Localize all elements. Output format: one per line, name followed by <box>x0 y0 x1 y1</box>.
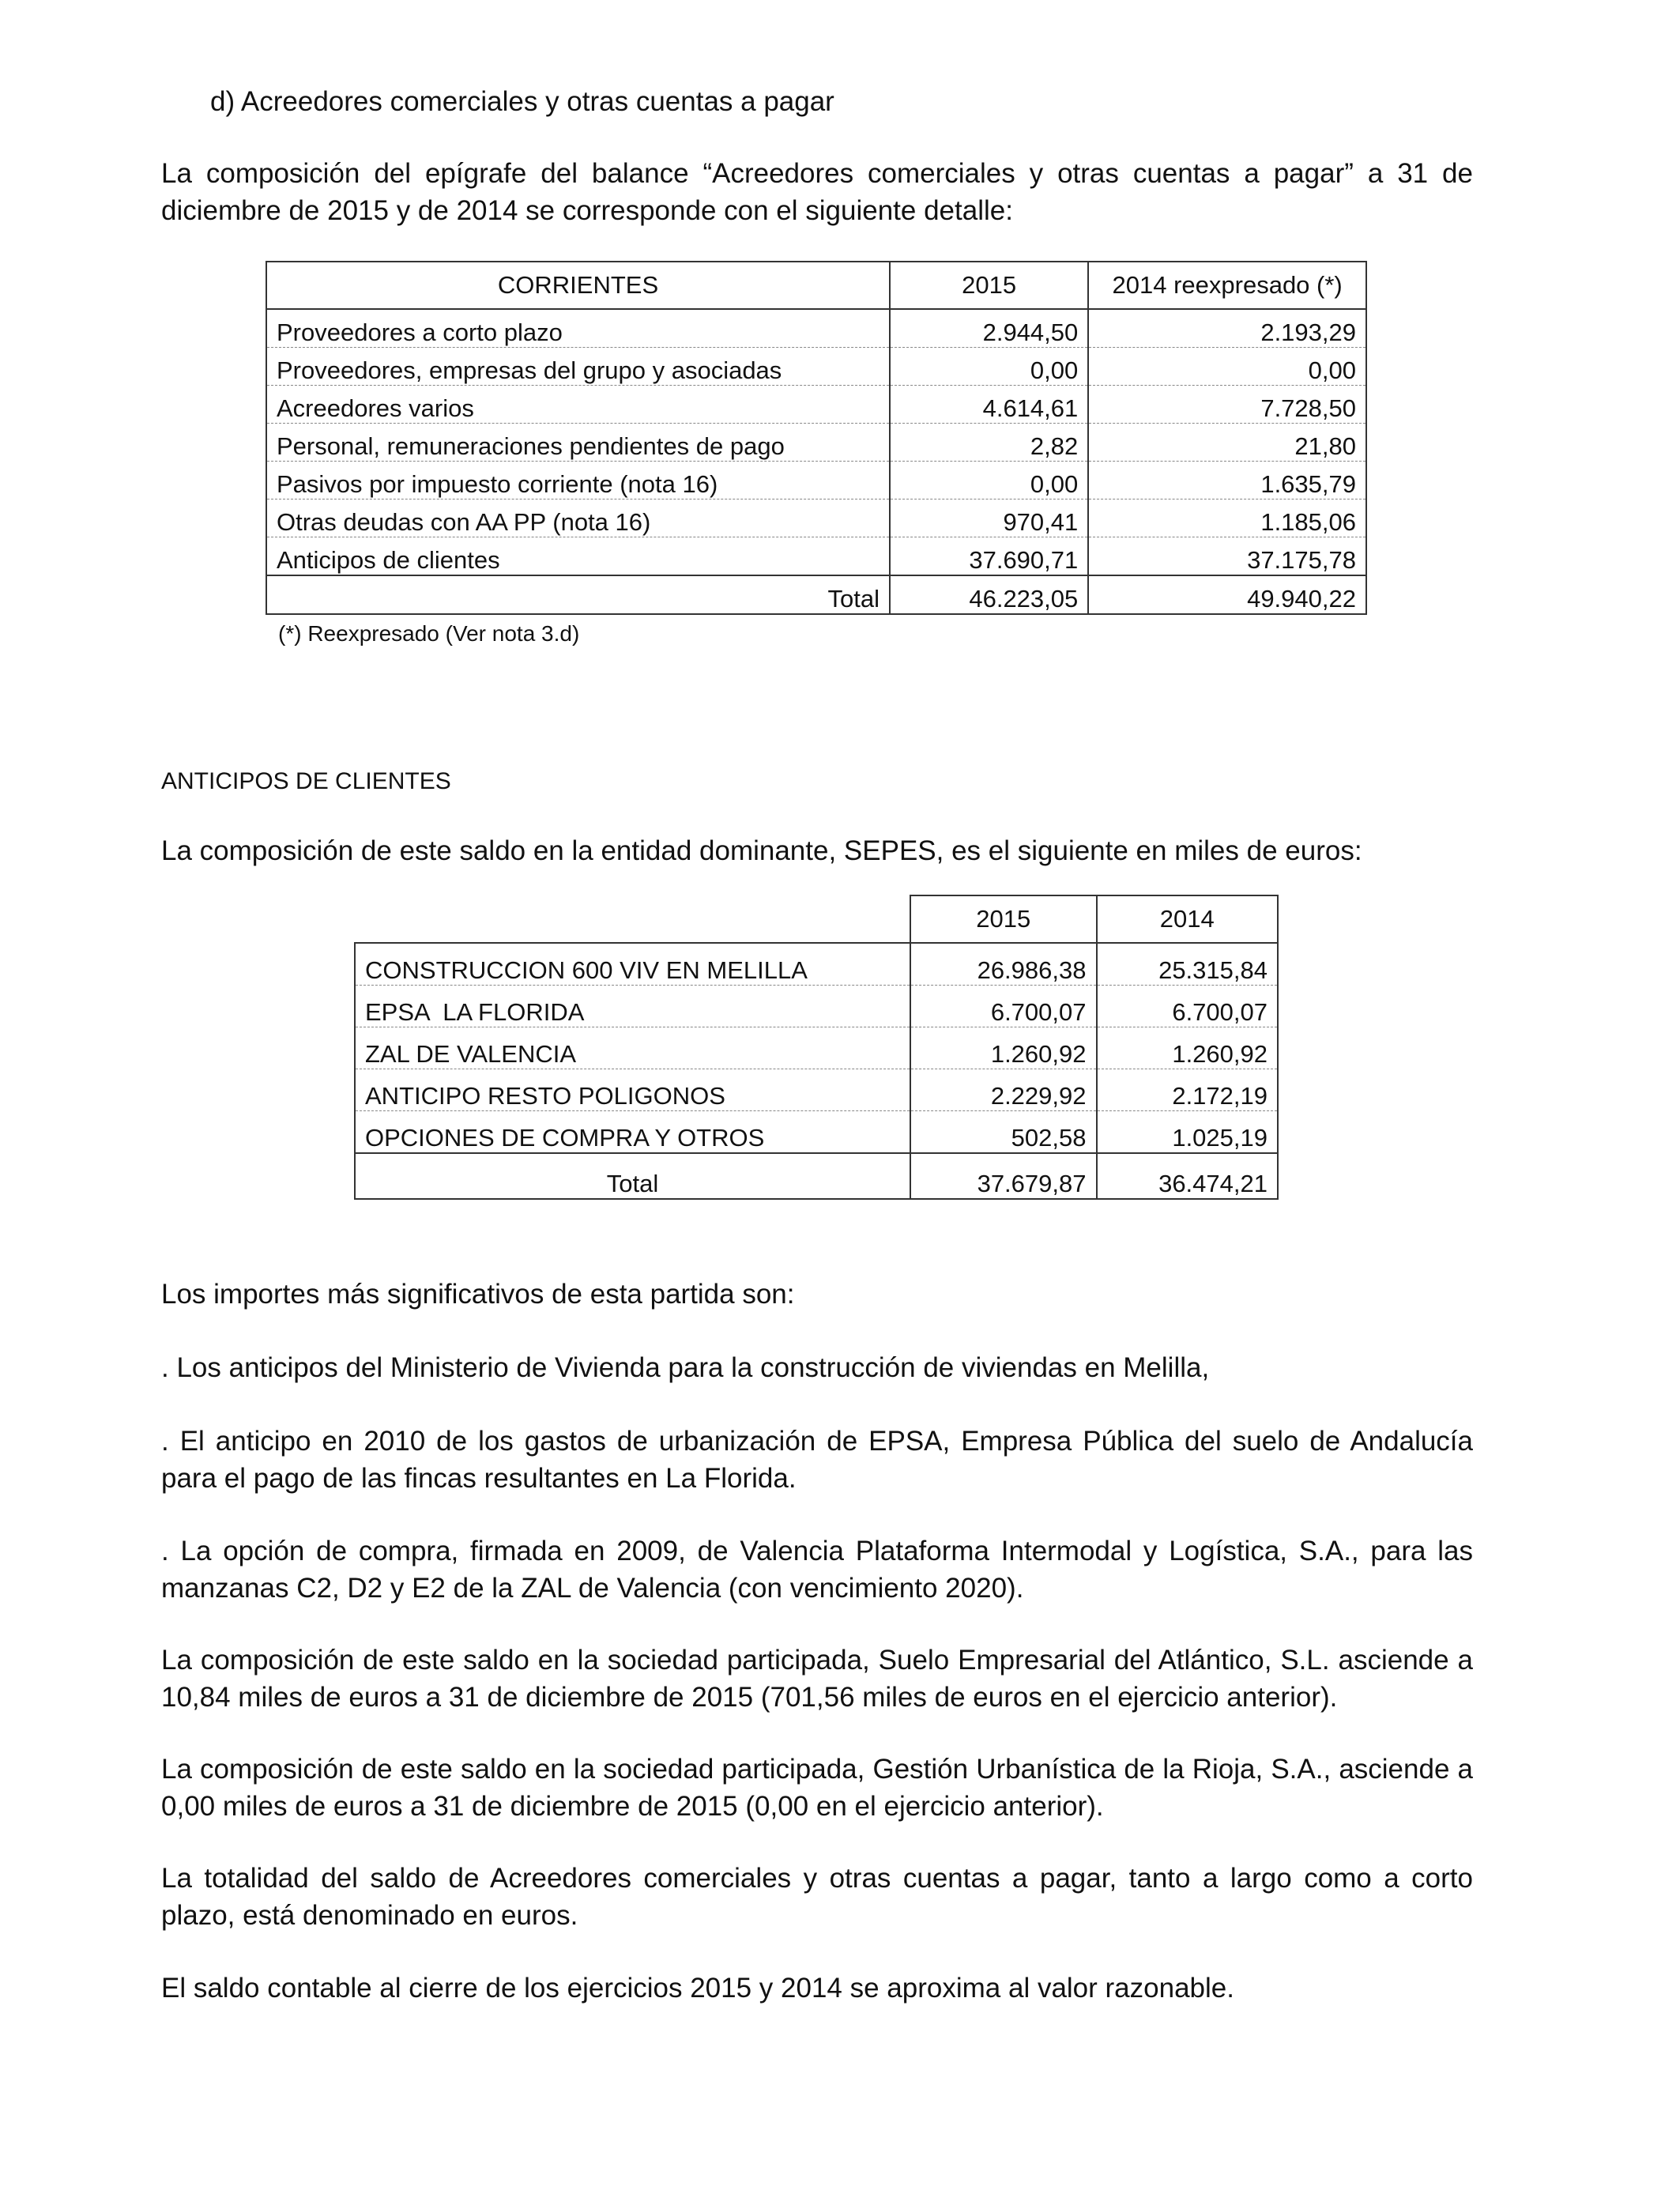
row-label: Otras deudas con AA PP (nota 16) <box>266 499 890 537</box>
anticipos-heading: ANTICIPOS DE CLIENTES <box>161 768 451 794</box>
table-row <box>266 537 1366 576</box>
value-2014: 1.025,19 <box>1097 1111 1279 1154</box>
row-label: Pasivos por impuesto corriente (nota 16) <box>266 462 890 499</box>
row-label: Acreedores varios <box>266 386 890 424</box>
value-2014: 2.193,29 <box>1088 309 1366 348</box>
paragraph-rioja: La composición de este saldo en la sociedad participada, Gestión Urbanística de la Rioja, S.A., asciende a 0,00 miles de euros a 31 de diciembre de 2015 (0,00 en el ejercicio anterior). <box>161 1754 1473 1822</box>
total-label: Total <box>266 575 890 614</box>
value-2015: 2,82 <box>890 424 1088 462</box>
value-2014: 1.260,92 <box>1097 1027 1279 1069</box>
row-label: OPCIONES DE COMPRA Y OTROS <box>355 1111 910 1154</box>
value-2015: 502,58 <box>910 1111 1096 1154</box>
total-2014: 49.940,22 <box>1088 575 1366 614</box>
row-label: Proveedores, empresas del grupo y asociadas <box>266 348 890 386</box>
value-2015: 1.260,92 <box>910 1027 1096 1069</box>
row-label: EPSA LA FLORIDA <box>355 986 910 1027</box>
row-label: ZAL DE VALENCIA <box>355 1027 910 1069</box>
row-label: Proveedores a corto plazo <box>266 309 890 348</box>
value-2015: 37.690,71 <box>890 537 1088 576</box>
table-row <box>355 986 1278 1027</box>
value-2014: 2.172,19 <box>1097 1069 1279 1111</box>
table-row <box>355 1111 1278 1154</box>
table-row <box>355 943 1278 986</box>
row-label: CONSTRUCCION 600 VIV EN MELILLA <box>355 943 910 986</box>
value-2015: 2.229,92 <box>910 1069 1096 1111</box>
total-2015: 37.679,87 <box>910 1153 1096 1199</box>
advances-table <box>354 895 1279 1200</box>
paragraph-melilla: . Los anticipos del Ministerio de Vivienda para la construcción de viviendas en Melilla, <box>161 1352 1210 1383</box>
value-2015: 6.700,07 <box>910 986 1096 1027</box>
header-2014: 2014 reexpresado (*) <box>1088 262 1366 309</box>
value-2014: 21,80 <box>1088 424 1366 462</box>
anticipos-intro: La composición de este saldo en la entidad dominante, SEPES, es el siguiente en miles de euros: <box>161 835 1362 866</box>
table-header-row <box>266 262 1366 309</box>
header-2014: 2014 <box>1097 895 1279 943</box>
value-2015: 0,00 <box>890 348 1088 386</box>
section-heading: d) Acreedores comerciales y otras cuentas a pagar <box>210 86 834 117</box>
value-2014: 7.728,50 <box>1088 386 1366 424</box>
header-2015: 2015 <box>910 895 1096 943</box>
section-intro: La composición del epígrafe del balance “Acreedores comerciales y otras cuentas a pagar” a 31 de diciembre de 2015 y de 2014 se corresponde con el siguiente detalle: <box>161 158 1473 226</box>
paragraph-epsa: . El anticipo en 2010 de los gastos de urbanización de EPSA, Empresa Pública del suelo de Andalucía para el pago de las fincas resultantes en La Florida. <box>161 1426 1473 1494</box>
total-label: Total <box>355 1153 910 1199</box>
total-2014: 36.474,21 <box>1097 1153 1279 1199</box>
row-label: Personal, remuneraciones pendientes de pago <box>266 424 890 462</box>
paragraph-intro: Los importes más significativos de esta partida son: <box>161 1279 795 1310</box>
value-2015: 0,00 <box>890 462 1088 499</box>
table-row <box>266 386 1366 424</box>
table-row <box>266 499 1366 537</box>
row-label: Anticipos de clientes <box>266 537 890 576</box>
table-total-row <box>355 1153 1278 1199</box>
header-corrientes: CORRIENTES <box>266 262 890 309</box>
table-row <box>266 348 1366 386</box>
table-footnote: (*) Reexpresado (Ver nota 3.d) <box>278 621 580 646</box>
table-row <box>266 309 1366 348</box>
value-2014: 37.175,78 <box>1088 537 1366 576</box>
row-label: ANTICIPO RESTO POLIGONOS <box>355 1069 910 1111</box>
table-total-row <box>266 575 1366 614</box>
paragraph-valor-razonable: El saldo contable al cierre de los ejercicios 2015 y 2014 se aproxima al valor razonable. <box>161 1973 1234 2004</box>
total-2015: 46.223,05 <box>890 575 1088 614</box>
value-2014: 1.635,79 <box>1088 462 1366 499</box>
value-2015: 970,41 <box>890 499 1088 537</box>
value-2014: 1.185,06 <box>1088 499 1366 537</box>
paragraph-atlantico: La composición de este saldo en la sociedad participada, Suelo Empresarial del Atlántico, S.L. asciende a 10,84 miles de euros a 31 de diciembre de 2015 (701,56 miles de euros en el ejercicio anterior). <box>161 1645 1473 1713</box>
table-row <box>355 1027 1278 1069</box>
table-row <box>266 462 1366 499</box>
value-2015: 26.986,38 <box>910 943 1096 986</box>
value-2015: 4.614,61 <box>890 386 1088 424</box>
value-2014: 0,00 <box>1088 348 1366 386</box>
paragraph-valencia: . La opción de compra, firmada en 2009, de Valencia Plataforma Intermodal y Logística, S.A., para las manzanas C2, D2 y E2 de la ZAL de Valencia (con vencimiento 2020). <box>161 1536 1473 1604</box>
header-2015: 2015 <box>890 262 1088 309</box>
paragraph-euros: La totalidad del saldo de Acreedores comerciales y otras cuentas a pagar, tanto a largo como a corto plazo, está denominado en euros. <box>161 1863 1473 1931</box>
creditors-table <box>266 261 1367 615</box>
value-2015: 2.944,50 <box>890 309 1088 348</box>
table-row <box>266 424 1366 462</box>
value-2014: 6.700,07 <box>1097 986 1279 1027</box>
table-row <box>355 1069 1278 1111</box>
value-2014: 25.315,84 <box>1097 943 1279 986</box>
header-blank <box>355 895 910 943</box>
table-header-row <box>355 895 1278 943</box>
